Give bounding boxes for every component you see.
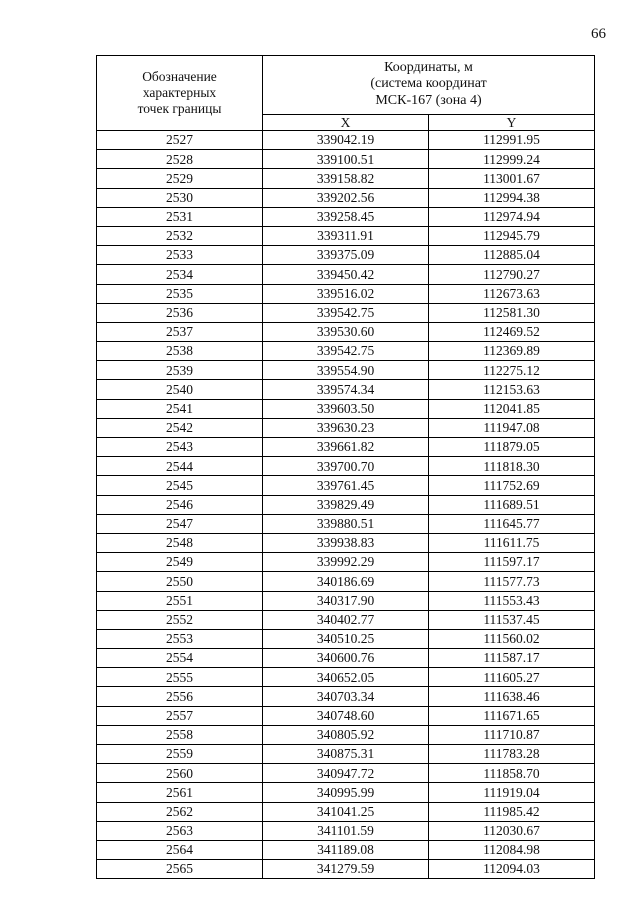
point-id-cell: 2561 (97, 783, 263, 802)
y-coordinate-cell: 112974.94 (429, 207, 595, 226)
x-coordinate-cell: 339630.23 (263, 418, 429, 437)
x-coordinate-cell: 339516.02 (263, 284, 429, 303)
point-id-cell: 2540 (97, 380, 263, 399)
coords-header-line: (система координат (370, 76, 487, 92)
table-row (97, 131, 595, 150)
table-row (97, 802, 595, 821)
point-id-cell: 2565 (97, 860, 263, 879)
point-id-cell: 2535 (97, 284, 263, 303)
table-row (97, 514, 595, 533)
table-row (97, 226, 595, 245)
x-coordinate-cell: 339530.60 (263, 322, 429, 341)
y-coordinate-cell: 111879.05 (429, 438, 595, 457)
point-id-cell: 2532 (97, 226, 263, 245)
table-row (97, 246, 595, 265)
table-body (97, 131, 595, 879)
point-id-cell: 2541 (97, 399, 263, 418)
y-coordinate-cell: 112084.98 (429, 840, 595, 859)
table-row (97, 687, 595, 706)
x-coordinate-cell: 339202.56 (263, 188, 429, 207)
point-id-cell: 2551 (97, 591, 263, 610)
table-row (97, 265, 595, 284)
x-coordinate-cell: 340947.72 (263, 764, 429, 783)
y-coordinate-cell: 111858.70 (429, 764, 595, 783)
y-coordinate-cell: 111560.02 (429, 629, 595, 648)
y-coordinate-cell: 112369.89 (429, 342, 595, 361)
y-column-header: Y (429, 114, 595, 130)
y-coordinate-cell: 111611.75 (429, 533, 595, 552)
y-coordinate-cell: 111689.51 (429, 495, 595, 514)
x-coordinate-cell: 340402.77 (263, 610, 429, 629)
point-id-cell: 2548 (97, 533, 263, 552)
x-coordinate-cell: 339542.75 (263, 303, 429, 322)
point-id-cell: 2554 (97, 649, 263, 668)
table-row (97, 476, 595, 495)
y-coordinate-cell: 111587.17 (429, 649, 595, 668)
x-coordinate-cell: 339829.49 (263, 495, 429, 514)
x-coordinate-cell: 339100.51 (263, 150, 429, 169)
y-coordinate-cell: 111710.87 (429, 725, 595, 744)
point-id-cell: 2531 (97, 207, 263, 226)
table-row (97, 399, 595, 418)
x-coordinate-cell: 341189.08 (263, 840, 429, 859)
y-coordinate-cell: 112469.52 (429, 322, 595, 341)
table-row (97, 668, 595, 687)
y-coordinate-cell: 112153.63 (429, 380, 595, 399)
x-coordinate-cell: 340703.34 (263, 687, 429, 706)
point-id-cell: 2529 (97, 169, 263, 188)
x-coordinate-cell: 340995.99 (263, 783, 429, 802)
y-coordinate-cell: 111947.08 (429, 418, 595, 437)
table-row (97, 572, 595, 591)
point-id-cell: 2556 (97, 687, 263, 706)
x-coordinate-cell: 339880.51 (263, 514, 429, 533)
table-row (97, 457, 595, 476)
point-id-cell: 2555 (97, 668, 263, 687)
point-id-cell: 2542 (97, 418, 263, 437)
y-coordinate-cell: 112581.30 (429, 303, 595, 322)
x-coordinate-cell: 339450.42 (263, 265, 429, 284)
x-coordinate-cell: 339603.50 (263, 399, 429, 418)
point-id-cell: 2559 (97, 745, 263, 764)
y-coordinate-cell: 111818.30 (429, 457, 595, 476)
coords-header-line: Координаты, м (384, 59, 473, 75)
x-coordinate-cell: 339158.82 (263, 169, 429, 188)
coordinates-table (96, 55, 595, 879)
x-coordinate-cell: 339661.82 (263, 438, 429, 457)
point-id-cell: 2552 (97, 610, 263, 629)
x-coordinate-cell: 339992.29 (263, 553, 429, 572)
y-coordinate-cell: 112790.27 (429, 265, 595, 284)
y-coordinate-cell: 112991.95 (429, 131, 595, 150)
table-row (97, 342, 595, 361)
x-coordinate-cell: 339542.75 (263, 342, 429, 361)
x-coordinate-cell: 341041.25 (263, 802, 429, 821)
table-row (97, 207, 595, 226)
y-coordinate-cell: 113001.67 (429, 169, 595, 188)
y-coordinate-cell: 112030.67 (429, 821, 595, 840)
table-row (97, 821, 595, 840)
table-row (97, 649, 595, 668)
point-id-cell: 2528 (97, 150, 263, 169)
x-coordinate-cell: 341101.59 (263, 821, 429, 840)
table-row (97, 591, 595, 610)
table-row (97, 725, 595, 744)
y-coordinate-cell: 112673.63 (429, 284, 595, 303)
table-row (97, 438, 595, 457)
x-coordinate-cell: 339700.70 (263, 457, 429, 476)
header-row-top (97, 56, 595, 115)
table-row (97, 169, 595, 188)
x-coordinate-cell: 341279.59 (263, 860, 429, 879)
table-row (97, 533, 595, 552)
y-coordinate-cell: 111553.43 (429, 591, 595, 610)
table-row (97, 188, 595, 207)
point-label-line: характерных (142, 84, 217, 100)
y-coordinate-cell: 112999.24 (429, 150, 595, 169)
table-row (97, 380, 595, 399)
point-id-cell: 2533 (97, 246, 263, 265)
point-id-cell: 2544 (97, 457, 263, 476)
point-id-cell: 2536 (97, 303, 263, 322)
table-row (97, 629, 595, 648)
point-id-cell: 2558 (97, 725, 263, 744)
point-label-line: точек границы (137, 101, 222, 117)
point-id-cell: 2550 (97, 572, 263, 591)
point-id-cell: 2560 (97, 764, 263, 783)
point-label-line: Обозначение (142, 68, 217, 84)
y-coordinate-cell: 111638.46 (429, 687, 595, 706)
table-row (97, 860, 595, 879)
y-coordinate-cell: 112094.03 (429, 860, 595, 879)
coordinates-group-header (263, 56, 595, 115)
y-coordinate-cell: 111985.42 (429, 802, 595, 821)
x-coordinate-cell: 340186.69 (263, 572, 429, 591)
table-row (97, 610, 595, 629)
table-row (97, 783, 595, 802)
point-id-cell: 2537 (97, 322, 263, 341)
y-coordinate-cell: 112885.04 (429, 246, 595, 265)
table-row (97, 150, 595, 169)
y-coordinate-cell: 112994.38 (429, 188, 595, 207)
point-id-cell: 2549 (97, 553, 263, 572)
x-coordinate-cell: 339574.34 (263, 380, 429, 399)
point-id-cell: 2538 (97, 342, 263, 361)
point-id-cell: 2564 (97, 840, 263, 859)
table-header (97, 56, 595, 131)
table-row (97, 706, 595, 725)
y-coordinate-cell: 111605.27 (429, 668, 595, 687)
y-coordinate-cell: 112041.85 (429, 399, 595, 418)
y-coordinate-cell: 111919.04 (429, 783, 595, 802)
point-id-cell: 2530 (97, 188, 263, 207)
table-row (97, 284, 595, 303)
point-id-cell: 2543 (97, 438, 263, 457)
x-coordinate-cell: 339938.83 (263, 533, 429, 552)
table-row (97, 361, 595, 380)
y-coordinate-cell: 111752.69 (429, 476, 595, 495)
point-id-cell: 2534 (97, 265, 263, 284)
x-column-header: X (263, 114, 429, 130)
y-coordinate-cell: 112945.79 (429, 226, 595, 245)
x-coordinate-cell: 340317.90 (263, 591, 429, 610)
y-coordinate-cell: 111671.65 (429, 706, 595, 725)
table-row (97, 418, 595, 437)
point-id-cell: 2562 (97, 802, 263, 821)
point-id-cell: 2563 (97, 821, 263, 840)
x-coordinate-cell: 340748.60 (263, 706, 429, 725)
x-coordinate-cell: 339554.90 (263, 361, 429, 380)
point-id-cell: 2527 (97, 131, 263, 150)
point-id-cell: 2553 (97, 629, 263, 648)
x-coordinate-cell: 339761.45 (263, 476, 429, 495)
y-coordinate-cell: 111645.77 (429, 514, 595, 533)
y-coordinate-cell: 112275.12 (429, 361, 595, 380)
point-id-cell: 2539 (97, 361, 263, 380)
table-row (97, 745, 595, 764)
point-id-cell: 2547 (97, 514, 263, 533)
x-coordinate-cell: 340510.25 (263, 629, 429, 648)
x-coordinate-cell: 340600.76 (263, 649, 429, 668)
x-coordinate-cell: 340652.05 (263, 668, 429, 687)
y-coordinate-cell: 111783.28 (429, 745, 595, 764)
y-coordinate-cell: 111597.17 (429, 553, 595, 572)
y-coordinate-cell: 111537.45 (429, 610, 595, 629)
x-coordinate-cell: 339042.19 (263, 131, 429, 150)
point-id-cell: 2557 (97, 706, 263, 725)
point-label-header (97, 56, 263, 131)
point-id-cell: 2546 (97, 495, 263, 514)
x-coordinate-cell: 340875.31 (263, 745, 429, 764)
table-row (97, 495, 595, 514)
table-row (97, 764, 595, 783)
x-coordinate-cell: 339375.09 (263, 246, 429, 265)
table-row (97, 303, 595, 322)
x-coordinate-cell: 339311.91 (263, 226, 429, 245)
point-id-cell: 2545 (97, 476, 263, 495)
table-row (97, 840, 595, 859)
x-coordinate-cell: 340805.92 (263, 725, 429, 744)
y-coordinate-cell: 111577.73 (429, 572, 595, 591)
x-coordinate-cell: 339258.45 (263, 207, 429, 226)
table-row (97, 322, 595, 341)
table-row (97, 553, 595, 572)
page-number: 66 (591, 26, 606, 42)
coords-header-line: МСК-167 (зона 4) (375, 93, 482, 109)
